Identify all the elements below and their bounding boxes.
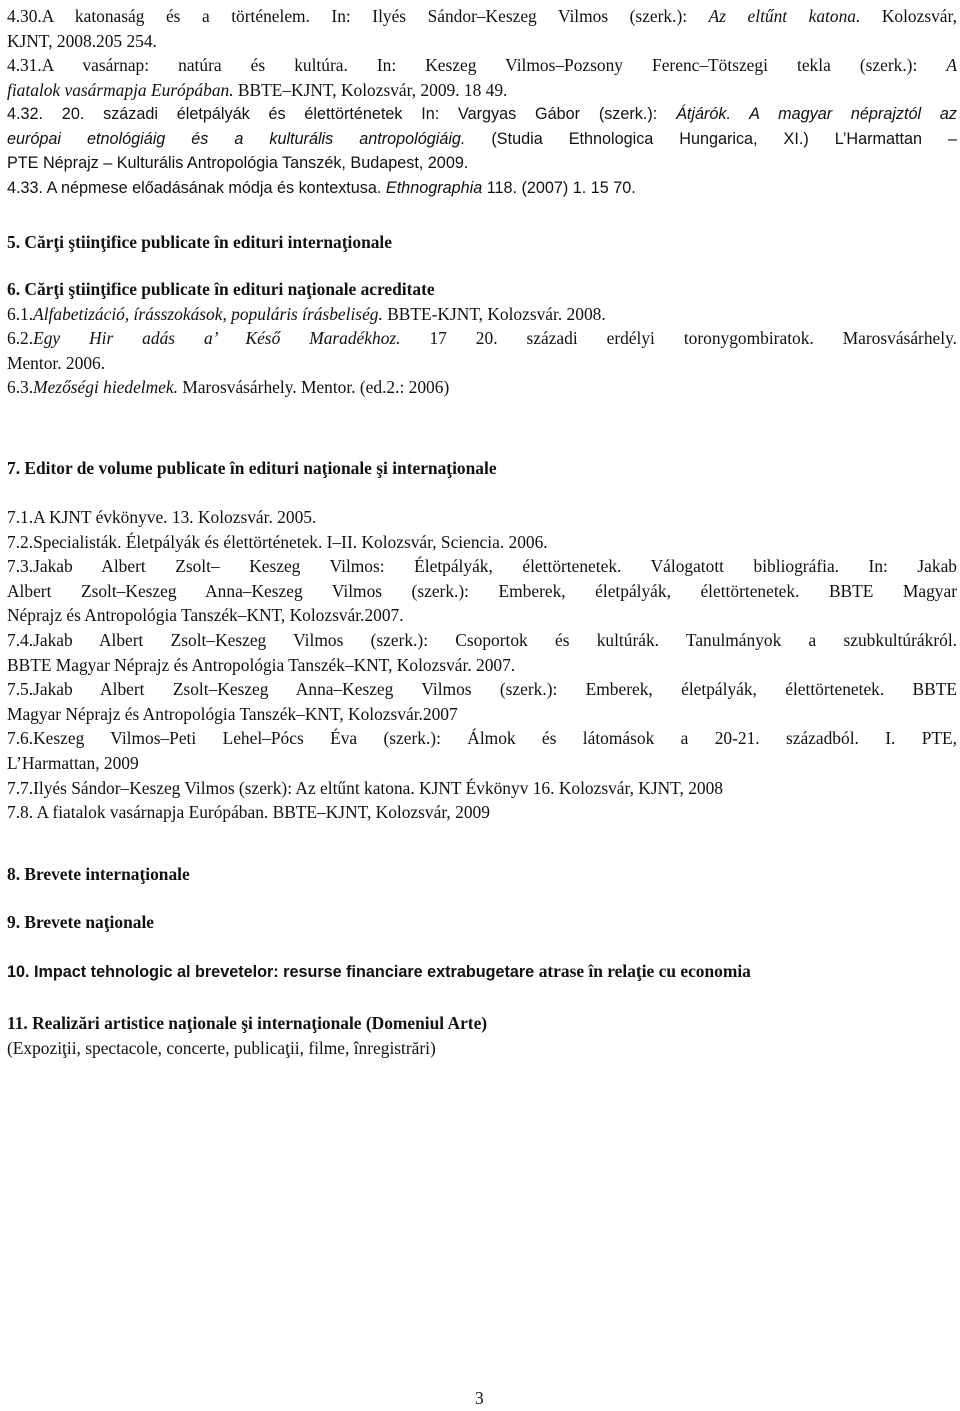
section-10-heading: 10. Impact tehnologic al brevetelor: resurse financiare extrabugetare atrase în relaţie cu economia bbox=[7, 961, 751, 981]
item-7-7: 7.7.Ilyés Sándor–Keszeg Vilmos (szerk): Az eltűnt katona. KJNT Évkönyv 16. Kolozsvár, KJNT, 2008 bbox=[7, 777, 723, 798]
item-7-5: 7.5.Jakab Albert Zsolt–Keszeg Anna–Keszeg Vilmos (szerk.): Emberek, életpályák, élettörtenetek. BBTE bbox=[7, 679, 957, 700]
section-11-heading: 11. Realizări artistice naţionale şi internaţionale (Domeniul Arte) bbox=[7, 1013, 488, 1033]
entry-4-33: 4.33. A népmese előadásának módja és kontextusa. Ethnographia 118. (2007) 1. 15 70. bbox=[7, 179, 636, 197]
item-7-8: 7.8. A fiatalok vasárnapja Európában. BBTE–KJNT, Kolozsvár, 2009 bbox=[7, 802, 490, 823]
item-6-1: 6.1.Alfabetizáció, írásszokások, populáris írásbeliség. BBTE-KJNT, Kolozsvár. 2008. bbox=[7, 303, 606, 324]
item-7-4: 7.4.Jakab Albert Zsolt–Keszeg Vilmos (szerk.): Csoportok és kultúrák. Tanulmányok a szubkultúrákról. bbox=[7, 629, 957, 650]
section-5-heading: 5. Cărţi ştiinţifice publicate în edituri internaţionale bbox=[7, 232, 392, 252]
section-7-heading: 7. Editor de volume publicate în edituri naţionale şi internaţionale bbox=[7, 458, 497, 478]
item-7-3: 7.3.Jakab Albert Zsolt– Keszeg Vilmos: Életpályák, élettörtenetek. Válogatott bibliográfia. In: Jakab bbox=[7, 556, 957, 577]
section-6: 6. Cărţi ştiinţifice publicate în edituri naţionale acreditate 6.1.Alfabetizáció, írásszokások, populáris írásbeliség. BBTE-KJNT, Kolozsvár. 2008. 6.2.Egy Hir adás a’ Késő Maradékhoz. 17 20. századi erdélyi toronygombiratok. Marosvásárhely. Mentor. 2006. 6.3.Mezőségi hiedelmek. Marosvásárhely. Mentor. (ed.2.: 2006) bbox=[7, 277, 957, 400]
section-11-subtitle: (Expoziţii, spectacole, concerte, publicaţii, filme, înregistrări) bbox=[7, 1037, 436, 1058]
section-7-list: 7.1.A KJNT évkönyve. 13. Kolozsvár. 2005. 7.2.Specialisták. Életpályák és élettörténetek. I–II. Kolozsvár, Sciencia. 2006. 7.3.Jakab Albert Zsolt– Keszeg Vilmos: Életpályák, élettörtenetek. Válogatott bibliográfia. In: Jakab Albert Zsolt–Keszeg Anna–Keszeg Vilmos (szerk.): Emberek, életpályák, élettörtenetek. BBTE Magyar Néprajz és Antropológia Tanszék–KNT, Kolozsvár.2007. 7.4.Jakab Albert Zsolt–Keszeg Vilmos (szerk.): Csoportok és kultúrák. Tanulmányok a szubkultúrákról. BBTE Magyar Néprajz és Antropológia Tanszék–KNT, Kolozsvár. 2007. 7.5.Jakab Albert Zsolt–Keszeg Anna–Keszeg Vilmos (szerk.): Emberek, életpályák, élettörtenetek. BBTE Magyar Néprajz és Antropológia Tanszék–KNT, Kolozsvár.2007 7.6.Keszeg Vilmos–Peti Lehel–Pócs Éva (szerk.): Álmok és látomások a 20-21. századból. I. PTE, L’Harmattan, 2009 7.7.Ilyés Sándor–Keszeg Vilmos (szerk): Az eltűnt katona. KJNT Évkönyv 16. Kolozsvár, KJNT, 2008 7.8. A fiatalok vasárnapja Európában. BBTE–KJNT, Kolozsvár, 2009 bbox=[7, 505, 957, 825]
item-7-1: 7.1.A KJNT évkönyve. 13. Kolozsvár. 2005. bbox=[7, 507, 317, 527]
section-6-heading: 6. Cărţi ştiinţifice publicate în edituri naţionale acreditate bbox=[7, 279, 435, 299]
section-8-heading: 8. Brevete internaţionale bbox=[7, 864, 190, 884]
item-7-2: 7.2.Specialisták. Életpályák és élettörténetek. I–II. Kolozsvár, Sciencia. 2006. bbox=[7, 531, 548, 552]
section-9-heading: 9. Brevete naţionale bbox=[7, 912, 154, 932]
entry-4-32: 4.32. 20. századi életpályák és élettörténetek In: Vargyas Gábor (szerk.): Átjárók. A magyar néprajztól az európai etnológiáig és a kulturális antropológiáig. (Studia Ethnologica Hungarica, XI.) L’Harmattan – PTE Néprajz – Kulturális Antropológia Tanszék, Budapest, 2009. bbox=[7, 105, 957, 173]
item-6-3: 6.3.Mezőségi hiedelmek. Marosvásárhely. Mentor. (ed.2.: 2006) bbox=[7, 377, 450, 398]
section-11 bbox=[7, 1011, 957, 1060]
item-7-6: 7.6.Keszeg Vilmos–Peti Lehel–Pócs Éva (szerk.): Álmok és látomások a 20-21. századból. I. PTE, bbox=[7, 728, 957, 749]
page-number: 3 bbox=[475, 1388, 484, 1408]
item-6-2: 6.2.Egy Hir adás a’ Késő Maradékhoz. 17 20. századi erdélyi toronygombiratok. Marosvásárhely. bbox=[7, 328, 957, 349]
entry-4-31: 4.31.A vasárnap: natúra és kultúra. In: Keszeg Vilmos–Pozsony Ferenc–Tötszegi tekla (szerk.): A fiatalok vasármapja Európában. BBTE–KJNT, Kolozsvár, 2009. 18 49. bbox=[7, 55, 957, 100]
entry-4-30: 4.30.A katonaság és a történelem. In: Ilyés Sándor–Keszeg Vilmos (szerk.): Az eltűnt katona. Kolozsvár, KJNT, 2008.205 254. bbox=[7, 6, 957, 51]
